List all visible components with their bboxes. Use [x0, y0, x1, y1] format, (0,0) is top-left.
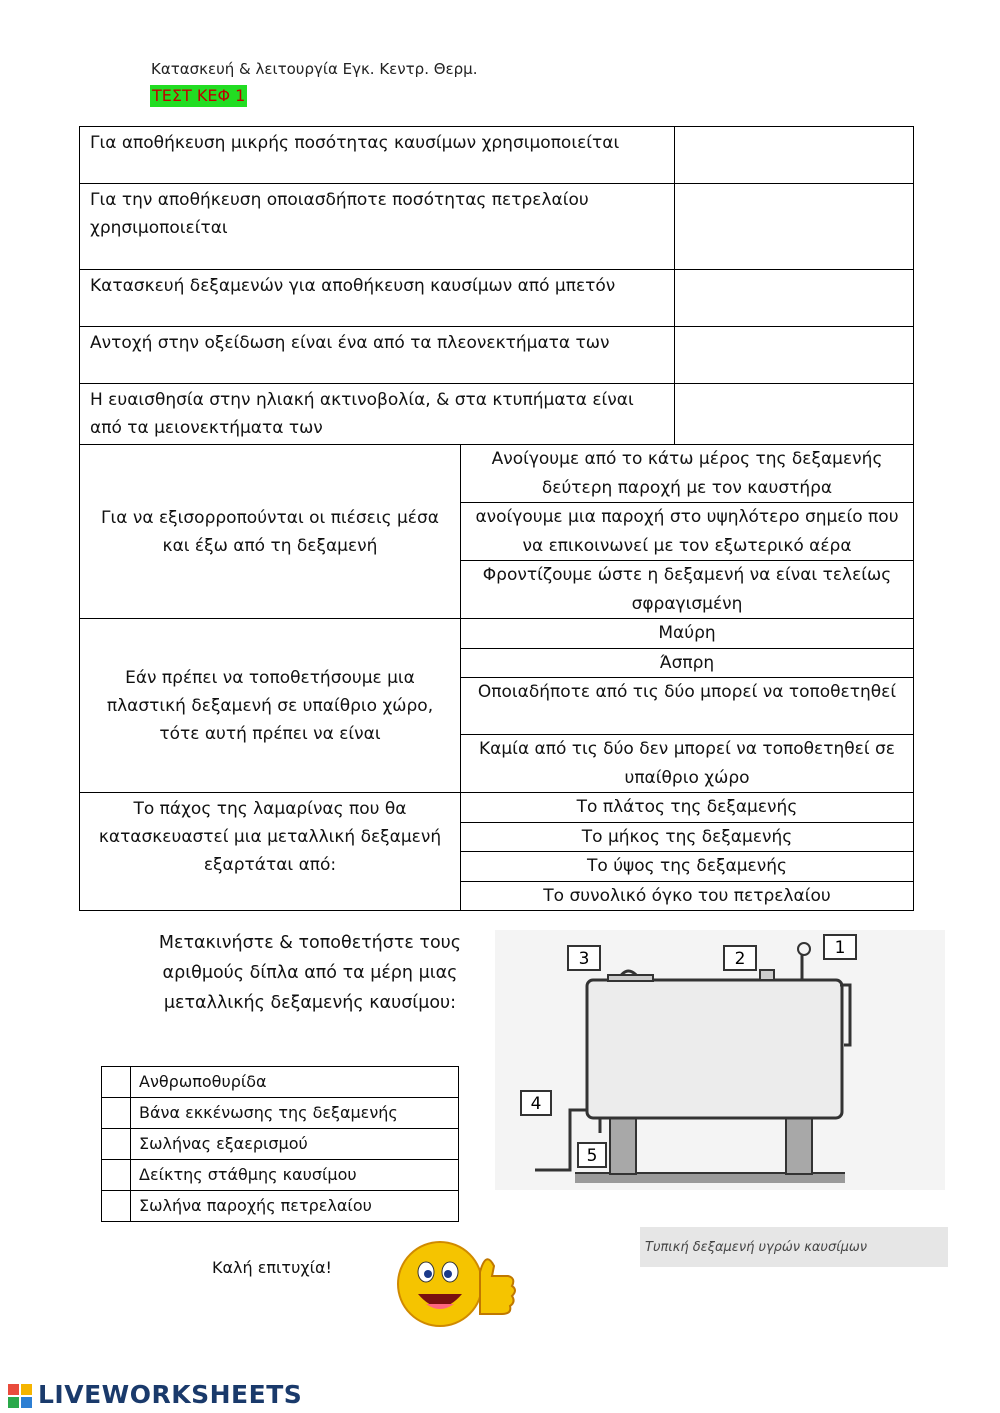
level-gauge [760, 970, 774, 980]
document-title: Κατασκευή & λειτουργία Εγκ. Κεντρ. Θερμ. [151, 60, 478, 78]
answer-box-3[interactable] [675, 270, 914, 327]
part-label: Δείκτης στάθμης καυσίμου [131, 1160, 459, 1191]
part-label: Σωλήνας εξαερισμού [131, 1129, 459, 1160]
question-4: Αντοχή στην οξείδωση είναι ένα από τα πλεονεκτήματα των [80, 327, 675, 384]
instruction-text: Μετακινήστε & τοποθετήστε τους αριθμούς δίπλα από τα μέρη μιας μεταλλικής δεξαμενής καυσίμου: [158, 933, 462, 1013]
smiley-thumbs-up-icon [388, 1232, 524, 1330]
drop-slot-3[interactable] [102, 1129, 131, 1160]
callout-2-label: 2 [734, 949, 746, 969]
callout-3-label: 3 [578, 949, 590, 969]
answer-box-2[interactable] [675, 184, 914, 270]
part-label: Σωλήνα παροχής πετρελαίου [131, 1191, 459, 1222]
q7-option[interactable]: Μαύρη [461, 619, 914, 649]
tank-support-left [610, 1118, 636, 1174]
q7-option[interactable]: Καμία από τις δύο δεν μπορεί να τοποθετηθεί σε υπαίθριο χώρο [461, 735, 914, 793]
question-6: Για να εξισορροπούνται οι πιέσεις μέσα και έξω από τη δεξαμενή [80, 445, 461, 619]
callout-5-label: 5 [586, 1146, 598, 1166]
drop-slot-1[interactable] [102, 1067, 131, 1098]
callout-4 [521, 1091, 551, 1115]
closing-text: Καλή επιτυχία! [212, 1258, 332, 1277]
callout-3 [568, 946, 600, 970]
drop-slot-2[interactable] [102, 1098, 131, 1129]
callout-2 [724, 946, 756, 970]
liveworksheets-logo-icon [8, 1384, 34, 1408]
footer-brand [8, 1380, 302, 1409]
question-1: Για αποθήκευση μικρής ποσότητας καυσίμων χρησιμοποιείται [80, 127, 675, 184]
drop-slot-4[interactable] [102, 1160, 131, 1191]
part-label: Ανθρωποθυρίδα [131, 1067, 459, 1098]
tank-diagram [490, 925, 950, 1270]
answer-box-4[interactable] [675, 327, 914, 384]
drop-slot-5[interactable] [102, 1191, 131, 1222]
callout-1 [824, 935, 856, 959]
q6-option[interactable]: Φροντίζουμε ώστε η δεξαμενή να είναι τελείως σφραγισμένη [461, 561, 914, 619]
quiz-table [79, 126, 914, 911]
diagram-caption: Τυπική δεξαμενή υγρών καυσίμων [645, 1240, 868, 1255]
answer-box-5[interactable] [675, 384, 914, 445]
question-7: Εάν πρέπει να τοποθετήσουμε μια πλαστική δεξαμενή σε υπαίθριο χώρο, τότε αυτή πρέπει να είναι [80, 619, 461, 793]
q6-option[interactable]: ανοίγουμε μια παροχή στο υψηλότερο σημείο που να επικοινωνεί με τον εξωτερικό αέρα [461, 503, 914, 561]
q8-option[interactable]: Το πλάτος της δεξαμενής [461, 793, 914, 823]
callout-4-label: 4 [530, 1094, 542, 1114]
question-2: Για την αποθήκευση οποιασδήποτε ποσότητας πετρελαίου χρησιμοποιείται [80, 184, 675, 270]
q7-option[interactable]: Οποιαδήποτε από τις δύο μπορεί να τοποθετηθεί [461, 678, 914, 735]
footer-brand-text: LIVEWORKSHEETS [38, 1380, 303, 1409]
q8-option[interactable]: Το ύψος της δεξαμενής [461, 852, 914, 882]
parts-table [101, 1066, 459, 1222]
question-3: Κατασκευή δεξαμενών για αποθήκευση καυσίμων από μπετόν [80, 270, 675, 327]
q7-option[interactable]: Άσπρη [461, 648, 914, 678]
test-title: ΤΕΣΤ ΚΕΦ 1 [152, 86, 246, 105]
question-5: Η ευαισθησία στην ηλιακή ακτινοβολία, & στα κτυπήματα είναι από τα μειονεκτήματα των [80, 384, 675, 445]
callout-1-label: 1 [834, 938, 846, 958]
tank-body [587, 980, 842, 1118]
answer-box-1[interactable] [675, 127, 914, 184]
q8-option[interactable]: Το μήκος της δεξαμενής [461, 822, 914, 852]
q8-option[interactable]: Το συνολικό όγκο του πετρελαίου [461, 881, 914, 911]
question-8: Το πάχος της λαμαρίνας που θα κατασκευαστεί μια μεταλλική δεξαμενή εξαρτάται από: [80, 793, 461, 911]
tank-support-right [786, 1118, 812, 1174]
part-label: Βάνα εκκένωσης της δεξαμενής [131, 1098, 459, 1129]
manhole [608, 975, 653, 981]
q6-option[interactable]: Ανοίγουμε από το κάτω μέρος της δεξαμενής δεύτερη παροχή με τον καυστήρα [461, 445, 914, 503]
callout-5 [578, 1143, 606, 1167]
